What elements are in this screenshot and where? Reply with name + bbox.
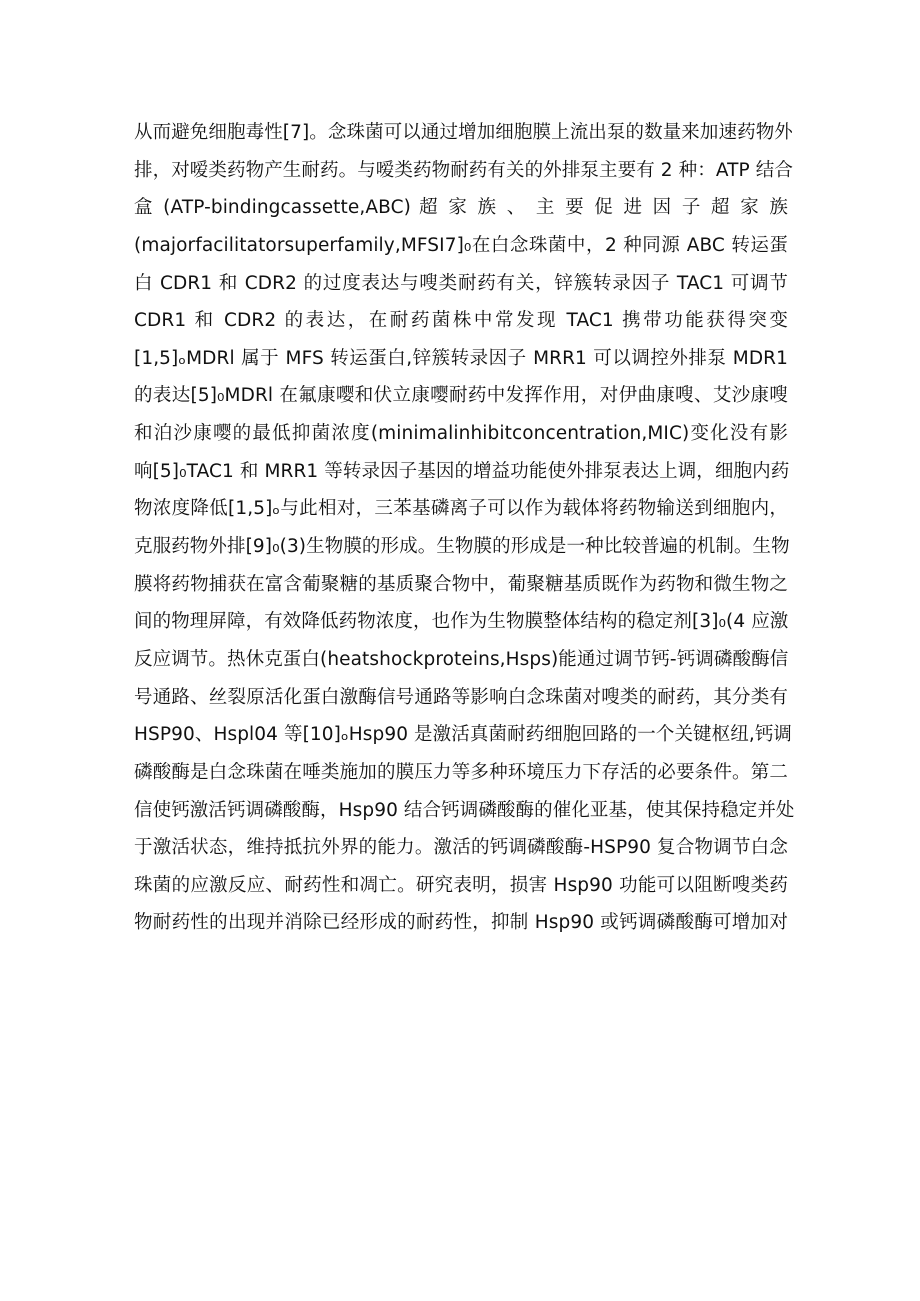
- text-line: 磷酸酶是白念珠菌在唾类施加的膜压力等多种环境压力下存活的必要条件。第二: [134, 761, 788, 783]
- text-line: 克服药物外排[9]₀(3)生物膜的形成。生物膜的形成是一种比较普遍的机制。生物: [134, 536, 790, 558]
- text-line: 号通路、丝裂原活化蛋白激酶信号通路等影响白念珠菌对嗖类的耐药，其分类有: [134, 686, 788, 708]
- text-line: 于激活状态，维持抵抗外界的能力。激活的钙调磷酸酶-HSP90 复合物调节白念: [134, 837, 788, 859]
- text-line: CDR1 和 CDR2 的表达，在耐药菌株中常发现 TAC1 携带功能获得突变: [134, 310, 788, 332]
- text-line: 信使钙激活钙调磷酸酶，Hsp90 结合钙调磷酸酶的催化亚基，使其保持稳定并处: [134, 799, 795, 821]
- body-text: [134, 114, 795, 942]
- text-line: 的表达[5]₀MDRl 在氟康嘤和伏立康嘤耐药中发挥作用，对伊曲康嗖、艾沙康嗖: [134, 385, 788, 407]
- text-line: 响[5]₀TAC1 和 MRR1 等转录因子基因的增益功能使外排泵表达上调，细胞内药: [134, 460, 790, 482]
- text-line: (majorfacilitatorsuperfamily,MFSI7]₀在白念珠菌中，2 种同源 ABC 转运蛋: [134, 234, 788, 256]
- text-line: 珠菌的应激反应、耐药性和凋亡。研究表明，损害 Hsp90 功能可以阻断嗖类药: [134, 874, 788, 896]
- text-line: 膜将药物捕获在富含葡聚糖的基质聚合物中，葡聚糖基质既作为药物和微生物之: [134, 573, 788, 595]
- text-line: 物浓度降低[1,5]ₒ与此相对，三苯基磷离子可以作为载体将药物输送到细胞内，: [134, 498, 788, 520]
- text-line: 和泊沙康嘤的最低抑菌浓度(minimalinhibitconcentration,MIC)变化没有影: [134, 423, 788, 445]
- text-line: 间的物理屏障，有效降低药物浓度，也作为生物膜整体结构的稳定剂[3]₀(4 应激: [134, 611, 789, 633]
- text-line: HSP90、Hspl04 等[10]ₒHsp90 是激活真菌耐药细胞回路的一个关键枢纽,钙调: [134, 724, 793, 746]
- text-line: 从而避免细胞毒性[7]。念珠菌可以通过增加细胞膜上流出泵的数量来加速药物外: [134, 122, 793, 143]
- text-line: 排，对嗳类药物产生耐药。与嗳类药物耐药有关的外排泵主要有 2 种：ATP 结合: [134, 159, 793, 181]
- text-line: 反应调节。热休克蛋白(heatshockproteins,Hsps)能通过调节钙-钙调磷酸酶信: [134, 648, 789, 670]
- text-line: 白 CDR1 和 CDR2 的过度表达与嗖类耐药有关，锌簇转录因子 TAC1 可调节: [134, 272, 788, 294]
- text-line: [1,5]ₒMDRl 属于 MFS 转运蛋白,锌簇转录因子 MRR1 可以调控外排泵 MDR1: [134, 347, 788, 369]
- text-line: 盒 (ATP-bindingcassette,ABC) 超 家 族 、 主 要 促 进 因 子 超 家 族: [134, 197, 788, 219]
- text-line: 物耐药性的出现并消除已经形成的耐药性，抑制 Hsp90 或钙调磷酸酶可增加对: [134, 912, 788, 934]
